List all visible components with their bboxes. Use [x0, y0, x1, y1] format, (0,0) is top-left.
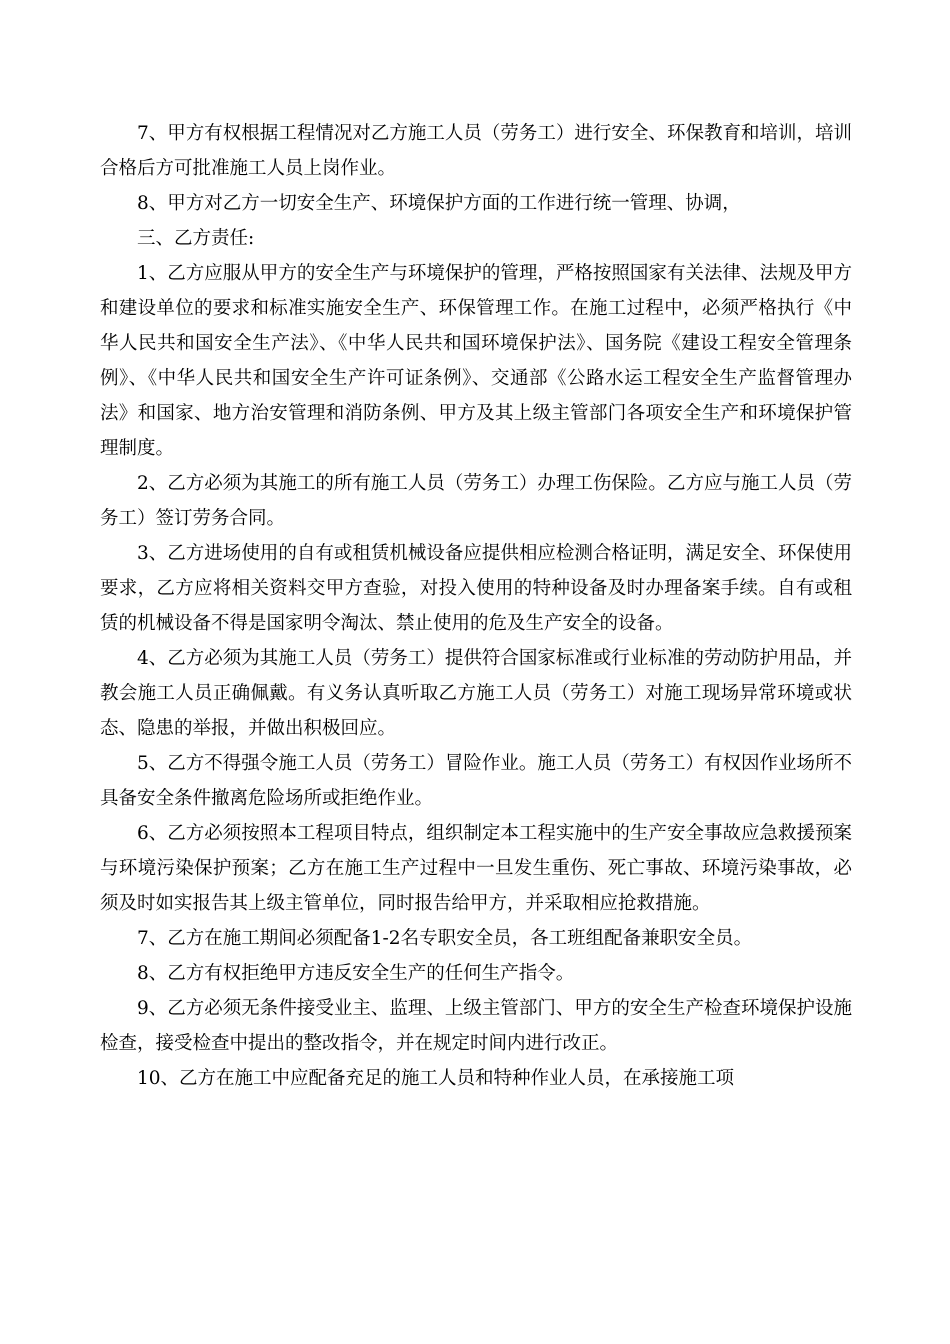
paragraph-b4: 4、乙方必须为其施工人员（劳务工）提供符合国家标准或行业标准的劳动防护用品，并教会施工人员正确佩戴。有义务认真听取乙方施工人员（劳务工）对施工现场异常环境或状态、隐患的举报，并做出积极回应。	[100, 648, 852, 739]
paragraph-b9: 9、乙方必须无条件接受业主、监理、上级主管部门、甲方的安全生产检查环境保护设施检查，接受检查中提出的整改指令，并在规定时间内进行改正。	[100, 998, 852, 1054]
paragraph-a7: 7、甲方有权根据工程情况对乙方施工人员（劳务工）进行安全、环保教育和培训，培训合格后方可批准施工人员上岗作业。	[100, 123, 852, 179]
paragraph-b3: 3、乙方进场使用的自有或租赁机械设备应提供相应检测合格证明，满足安全、环保使用要求，乙方应将相关资料交甲方查验，对投入使用的特种设备及时办理备案手续。自有或租赁的机械设备不得是国家明令淘汰、禁止使用的危及生产安全的设备。	[100, 543, 852, 634]
paragraph-a8: 8、甲方对乙方一切安全生产、环境保护方面的工作进行统一管理、协调，	[137, 193, 741, 214]
paragraph-b5: 5、乙方不得强令施工人员（劳务工）冒险作业。施工人员（劳务工）有权因作业场所不具备安全条件撤离危险场所或拒绝作业。	[100, 753, 852, 809]
paragraph-b7: 7、乙方在施工期间必须配备1-2名专职安全员，各工班组配备兼职安全员。	[137, 928, 753, 949]
paragraph-b6: 6、乙方必须按照本工程项目特点，组织制定本工程实施中的生产安全事故应急救援预案与环境污染保护预案；乙方在施工生产过程中一旦发生重伤、死亡事故、环境污染事故，必须及时如实报告其上级主管单位，同时报告给甲方，并采取相应抢救措施。	[100, 823, 852, 914]
paragraph-b2: 2、乙方必须为其施工的所有施工人员（劳务工）办理工伤保险。乙方应与施工人员（劳务工）签订劳务合同。	[100, 473, 852, 529]
section-heading-party-b: 三、乙方责任:	[137, 228, 255, 249]
document-body	[100, 116, 852, 1096]
paragraph-b8: 8、乙方有权拒绝甲方违反安全生产的任何生产指令。	[137, 963, 575, 984]
paragraph-b1: 1、乙方应服从甲方的安全生产与环境保护的管理，严格按照国家有关法律、法规及甲方和建设单位的要求和标准实施安全生产、环保管理工作。在施工过程中，必须严格执行《中华人民共和国安全生产法》、《中华人民共和国环境保护法》、国务院《建设工程安全管理条例》、《中华人民共和国安全生产许可证条例》、交通部《公路水运工程安全生产监督管理办法》和国家、地方治安管理和消防条例、甲方及其上级主管部门各项安全生产和环境保护管理制度。	[100, 263, 852, 459]
paragraph-b10: 10、乙方在施工中应配备充足的施工人员和特种作业人员，在承接施工项	[137, 1068, 735, 1089]
